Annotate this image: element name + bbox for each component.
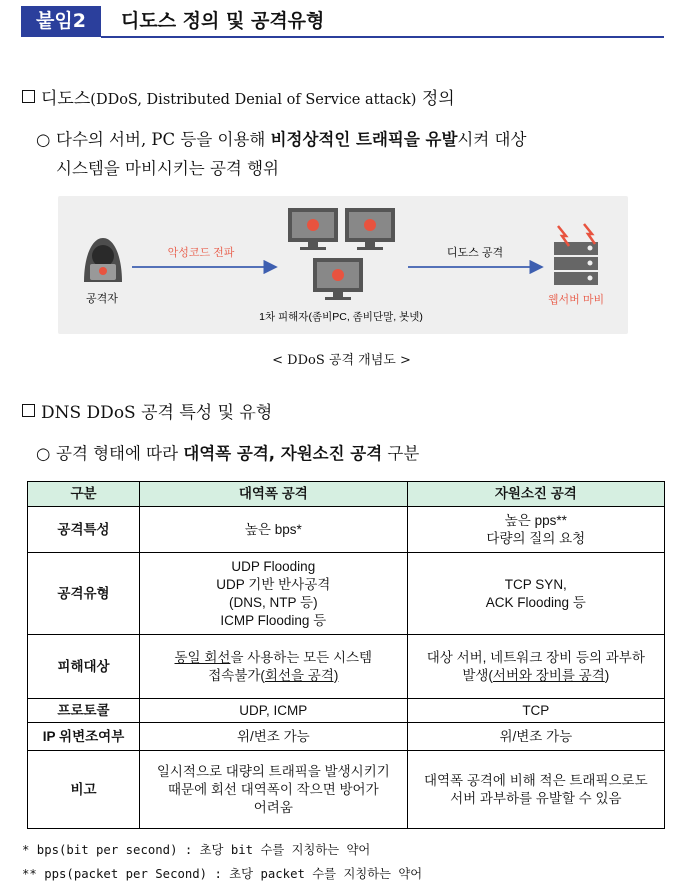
section-title-part: 디도스 bbox=[41, 89, 91, 109]
cell-text: 발생( bbox=[462, 667, 493, 683]
bullet-emphasis: 대역폭 공격, 자원소진 공격 bbox=[183, 444, 383, 463]
table-row bbox=[28, 699, 665, 723]
cell-line: 때문에 회선 대역폭이 작으면 방어가 bbox=[168, 781, 379, 797]
zombie-pc-icon bbox=[313, 258, 363, 300]
cell-line: UDP Flooding bbox=[231, 558, 316, 574]
bullet-text: 구분 bbox=[382, 444, 420, 463]
attacker-label: 공격자 bbox=[86, 293, 118, 305]
bullet-text: 공격 형태에 따라 bbox=[56, 444, 184, 463]
row-label: IP 위변조여부 bbox=[28, 723, 140, 751]
cell-line: 일시적으로 대량의 트래픽을 발생시키기 bbox=[156, 763, 390, 779]
bullet-text: 다수의 서버, PC 등을 이용해 bbox=[56, 130, 271, 149]
table-row bbox=[28, 553, 665, 635]
table-row bbox=[28, 723, 665, 751]
cell: 위/변조 가능 bbox=[140, 723, 408, 751]
cell-line: 어려움 bbox=[253, 799, 293, 815]
appendix-tag: 붙임2 bbox=[21, 6, 101, 37]
checkbox-square-icon bbox=[22, 404, 35, 417]
cell-line bbox=[412, 667, 660, 685]
cell-line: 높은 bps* bbox=[244, 521, 302, 537]
cell-line bbox=[144, 667, 403, 685]
cell-line: 서버 과부하를 유발할 수 있음 bbox=[450, 790, 622, 806]
footnote-pps: ** pps(packet per Second) : 초당 packet 수를 지칭하는 약어 bbox=[22, 867, 423, 881]
cell bbox=[140, 751, 408, 829]
bullet-circle-icon: ○ bbox=[36, 444, 51, 463]
header-cell: 자원소진 공격 bbox=[407, 482, 664, 507]
cell bbox=[407, 507, 664, 553]
zombie-pc-icon bbox=[288, 208, 338, 250]
table-row bbox=[28, 507, 665, 553]
bullet-circle-icon: ○ bbox=[36, 130, 51, 149]
zombie-pc-icon bbox=[345, 208, 395, 250]
row-label: 공격특성 bbox=[28, 507, 140, 553]
diagram-caption: < DDoS 공격 개념도 > bbox=[272, 353, 411, 368]
cell-text: 접속불가( bbox=[208, 667, 265, 683]
cell-line: TCP SYN, bbox=[504, 576, 567, 592]
cell-line: ACK Flooding 등 bbox=[485, 594, 586, 610]
cell bbox=[407, 553, 664, 635]
header-rule bbox=[101, 36, 664, 38]
bullet-text: 시켜 대상 bbox=[457, 130, 527, 149]
cell-line: (DNS, NTP 등) bbox=[229, 594, 318, 610]
target-label: 웹서버 마비 bbox=[547, 294, 605, 306]
cell bbox=[140, 635, 408, 699]
underlined-text: 을 공격) bbox=[291, 667, 339, 683]
section-dns-ddos bbox=[22, 398, 272, 423]
cell-line: 대역폭 공격에 비해 적은 트래픽으로도 bbox=[423, 772, 648, 788]
header-cell: 대역폭 공격 bbox=[140, 482, 408, 507]
header-cell: 구분 bbox=[28, 482, 140, 507]
underlined-text: 회선 bbox=[264, 667, 291, 683]
bullet-text-line2: 시스템을 마비시키는 공격 행위 bbox=[56, 159, 279, 178]
diagram-svg bbox=[58, 196, 628, 334]
row-label: 프로토콜 bbox=[28, 699, 140, 723]
cell-line: 다량의 질의 요청 bbox=[486, 530, 586, 546]
cell bbox=[407, 751, 664, 829]
cell-line bbox=[144, 649, 403, 667]
arrow2-label: 디도스 공격 bbox=[446, 247, 504, 259]
page-title: 디도스 정의 및 공격유형 bbox=[121, 10, 325, 32]
type-bullet bbox=[36, 439, 419, 468]
cell-line: UDP 기반 반사공격 bbox=[216, 576, 331, 592]
section-title: DNS DDoS 공격 특성 및 유형 bbox=[41, 403, 273, 423]
arrow1-label: 악성코드 전파 bbox=[167, 247, 235, 259]
section-title-english: (DDoS, Distributed Denial of Service attack) bbox=[90, 92, 417, 108]
cell-line: 높은 pps** bbox=[504, 512, 567, 528]
definition-bullet bbox=[36, 125, 666, 183]
ddos-concept-diagram bbox=[58, 196, 628, 334]
hacker-icon bbox=[84, 238, 122, 282]
underlined-text: 동일 회선 bbox=[174, 649, 231, 665]
bullet-emphasis: 비정상적인 트래픽을 유발 bbox=[270, 130, 458, 149]
cell bbox=[140, 553, 408, 635]
cell: 위/변조 가능 bbox=[407, 723, 664, 751]
cell bbox=[407, 635, 664, 699]
attack-comparison-table bbox=[27, 481, 665, 829]
cell-line: ICMP Flooding 등 bbox=[220, 612, 327, 628]
cell-text: ) bbox=[604, 667, 610, 683]
cell: UDP, ICMP bbox=[140, 699, 408, 723]
section-title-part: 정의 bbox=[416, 89, 455, 109]
cell-line: 대상 서버, 네트워크 장비 등의 과부하 bbox=[426, 649, 645, 665]
cell: TCP bbox=[407, 699, 664, 723]
cell bbox=[140, 507, 408, 553]
row-label: 피해대상 bbox=[28, 635, 140, 699]
cell-text: 을 사용하는 모든 시스템 bbox=[230, 649, 373, 665]
table-header-row bbox=[28, 482, 665, 507]
row-label: 비고 bbox=[28, 751, 140, 829]
document-header bbox=[21, 6, 664, 38]
victims-label: 1차 피해자(좀비PC, 좀비단말, 봇넷) bbox=[259, 311, 423, 323]
table-row bbox=[28, 751, 665, 829]
server-icon bbox=[554, 224, 598, 285]
section-ddos-definition bbox=[22, 84, 455, 109]
underlined-text: 서버와 장비를 공격 bbox=[492, 667, 605, 683]
table-row bbox=[28, 635, 665, 699]
footnote-bps: * bps(bit per second) : 초당 bit 수를 지칭하는 약어 bbox=[22, 843, 371, 857]
row-label: 공격유형 bbox=[28, 553, 140, 635]
checkbox-square-icon bbox=[22, 90, 35, 103]
